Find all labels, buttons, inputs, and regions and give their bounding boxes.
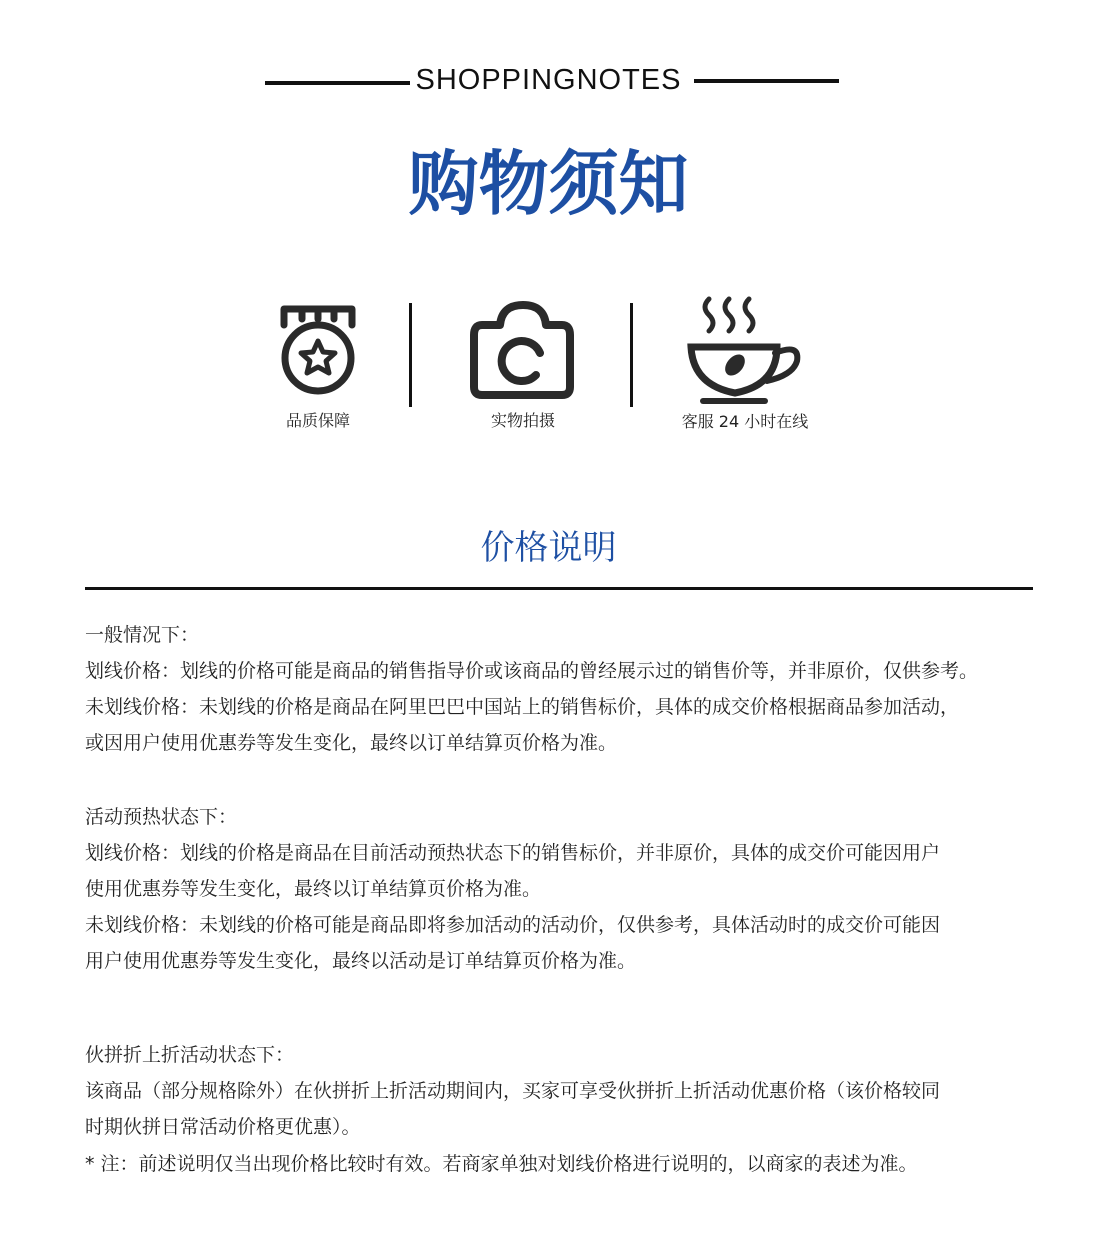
- section-divider: [85, 587, 1033, 590]
- paragraph-line: 未划线价格：未划线的价格可能是商品即将参加活动的活动价，仅供参考，具体活动时的成交价可能因: [85, 914, 941, 936]
- paragraph-line: 划线价格：划线的价格是商品在目前活动预热状态下的销售标价，并非原价，具体的成交价可能因用户: [85, 842, 941, 864]
- feature-label: 客服 24 小时在线: [681, 412, 809, 431]
- paragraph-line: 一般情况下：: [85, 624, 200, 646]
- feature-label: 品质保障: [285, 411, 350, 430]
- divider: [409, 303, 412, 407]
- paragraph-line: 该商品（部分规格除外）在伙拼折上折活动期间内，买家可享受伙拼折上折活动优惠价格（该价格较同: [85, 1080, 941, 1102]
- section-title: 价格说明: [480, 528, 617, 568]
- page-title: 购物须知: [408, 143, 689, 225]
- feature-label: 实物拍摄: [490, 411, 555, 430]
- footnote: * 注：前述说明仅当出现价格比较时有效。若商家单独对划线价格进行说明的，以商家的表述为准。: [85, 1153, 918, 1175]
- english-title: SHOPPINGNOTES: [415, 64, 682, 96]
- paragraph-line: 使用优惠券等发生变化，最终以订单结算页价格为准。: [85, 878, 542, 900]
- feature-service: [645, 295, 845, 432]
- camera-icon: [468, 295, 578, 400]
- feature-photo: [423, 295, 623, 431]
- feature-quality: [218, 295, 418, 431]
- divider: [630, 303, 633, 407]
- medal-icon: [278, 295, 358, 400]
- paragraph-line: 或因用户使用优惠券等发生变化，最终以订单结算页价格为准。: [85, 732, 618, 754]
- paragraph-line: 伙拼折上折活动状态下：: [85, 1044, 295, 1066]
- paragraph-line: 时期伙拼日常活动价格更优惠）。: [85, 1116, 361, 1138]
- coffee-cup-icon: [685, 295, 805, 405]
- paragraph-line: 未划线价格：未划线的价格是商品在阿里巴巴中国站上的销售标价，具体的成交价格根据商品参加活动，: [85, 696, 960, 718]
- paragraph-line: 活动预热状态下：: [85, 806, 238, 828]
- paragraph-line: 用户使用优惠券等发生变化，最终以活动是订单结算页价格为准。: [85, 950, 637, 972]
- paragraph-line: 划线价格：划线的价格可能是商品的销售指导价或该商品的曾经展示过的销售价等，并非原价，仅供参考。: [85, 660, 979, 682]
